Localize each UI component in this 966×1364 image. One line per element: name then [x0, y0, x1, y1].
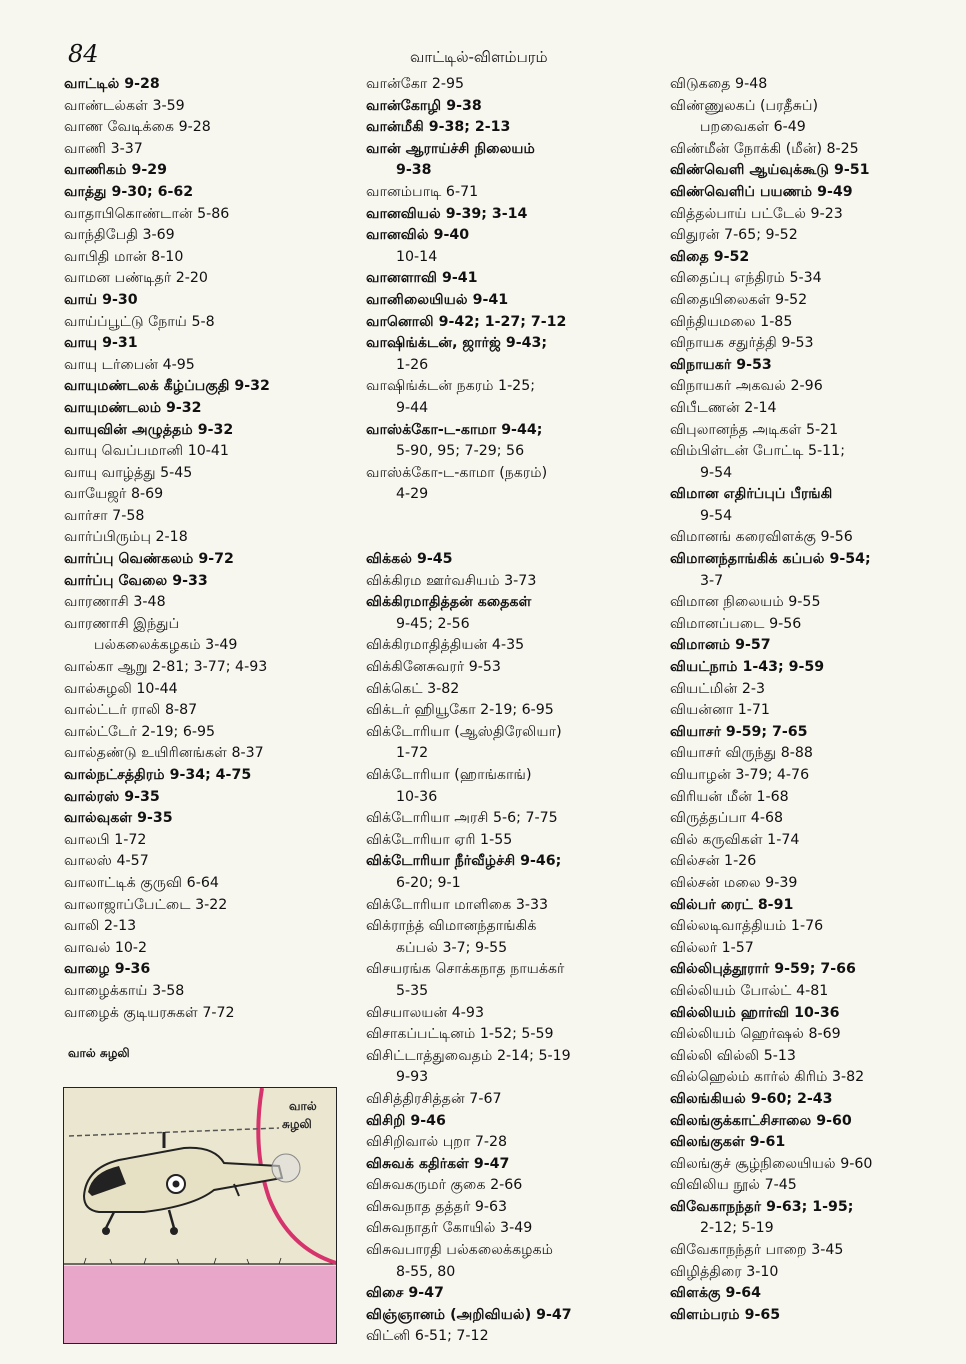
index-entry: வாரணாசி இந்துப் — [64, 615, 180, 632]
index-entry-continuation: 10-36 — [396, 788, 438, 805]
index-entry: வாயேஜர் 8-69 — [64, 486, 164, 503]
index-entry-continuation: 4-29 — [396, 486, 429, 503]
index-entry: வால்நட்சத்திரம் 9-34; 4-75 — [64, 767, 252, 783]
index-entry: வாலாட்டிக் குருவி 6-64 — [64, 874, 219, 891]
index-entry: விக்கினேசுவரர் 9-53 — [366, 659, 501, 676]
index-entry: வாலாஜாப்பேட்டை 3-22 — [64, 896, 228, 913]
index-entry: விசிறிவால் புறா 7-28 — [366, 1134, 508, 1151]
index-entry: விந்தியமலை 1-85 — [670, 313, 793, 330]
index-entry: வில்சன் 1-26 — [670, 853, 757, 870]
index-entry: வாயுமண்டலம் 9-32 — [64, 399, 202, 416]
index-entry-continuation: 5-90, 95; 7-29; 56 — [396, 443, 525, 460]
index-entry: விவேகாநந்தர் 9-63; 1-95; — [670, 1198, 854, 1215]
index-entry: வாத்து 9-30; 6-62 — [64, 183, 194, 200]
index-entry: விசுவபாரதி பல்கலைக்கழகம் — [366, 1242, 554, 1259]
index-entry: வியன்னா 1-71 — [670, 702, 770, 719]
index-entry: விசித்திரசித்தன் 7-67 — [366, 1090, 502, 1107]
index-entry: வாலி 2-13 — [64, 918, 137, 935]
index-entry: விசுவநாதர் கோயில் 3-49 — [366, 1220, 533, 1237]
index-entry: வால்ட்டர் ராலி 8-87 — [64, 702, 198, 719]
index-entry: வார்ப்பிரும்பு 2-18 — [64, 529, 188, 546]
index-entry: விசை 9-47 — [366, 1285, 444, 1302]
index-entry: வாலஸ் 4-57 — [64, 853, 149, 870]
index-column-2 — [366, 74, 664, 1348]
index-entry: வாயு டர்பைன் 4-95 — [64, 356, 195, 373]
index-entry: விக்கெட் 3-82 — [366, 680, 460, 697]
index-entry: விமானங் கரைவிளக்கு 9-56 — [670, 529, 853, 546]
index-entry: வாதாபிகொண்டான் 5-86 — [64, 205, 230, 222]
index-entry: வார்ப்பு வெண்கலம் 9-72 — [64, 551, 234, 568]
index-entry: விமானந்தாங்கிக் கப்பல் 9-54; — [670, 551, 871, 568]
index-entry: விண்மீன் நோக்கி (மீன்) 8-25 — [670, 140, 859, 157]
index-entry: வில்லியம் ஹார்வி 10-36 — [670, 1004, 840, 1021]
index-entry: விசாகப்பட்டினம் 1-52; 5-59 — [366, 1026, 554, 1043]
index-entry: விக்கிரமாதித்தன் கதைகள் — [366, 594, 532, 611]
index-entry: விழித்திரை 3-10 — [670, 1263, 779, 1280]
index-entry-continuation: 3-7 — [700, 572, 724, 589]
index-entry-continuation: 10-14 — [396, 248, 438, 265]
index-entry: விக்கல் 9-45 — [366, 551, 453, 568]
index-entry: விநாயக சதுர்த்தி 9-53 — [670, 335, 814, 352]
index-entry: விக்டர் ஹியூகோ 2-19; 6-95 — [366, 702, 554, 719]
index-entry-continuation: 8-55, 80 — [396, 1263, 456, 1280]
index-entry-continuation: 2-12; 5-19 — [700, 1220, 774, 1237]
index-entry: வானளாவி 9-41 — [366, 270, 478, 287]
index-entry: வாயு வெப்பமானி 10-41 — [64, 443, 229, 460]
index-entry: விமானப்படை 9-56 — [670, 615, 802, 632]
index-entry-continuation: 1-26 — [396, 356, 429, 373]
index-entry: வில்லடிவாத்தியம் 1-76 — [670, 918, 824, 935]
index-entry: வியட்மின் 2-3 — [670, 680, 766, 697]
index-entry-continuation: 9-38 — [396, 162, 432, 179]
index-entry: வாழைக் குடியரசுகள் 7-72 — [64, 1004, 235, 1021]
index-entry: வாண வேடிக்கை 9-28 — [64, 119, 211, 136]
index-entry-continuation: 5-35 — [396, 982, 429, 999]
index-entry: வாணி 3-37 — [64, 140, 143, 157]
index-entry: விமான நிலையம் 9-55 — [670, 594, 821, 611]
index-entry: வாபிதி மான் 8-10 — [64, 248, 184, 265]
index-entry: விக்டோரியா ஏரி 1-55 — [366, 831, 513, 848]
index-entry: வாஸ்க்கோ-ட-காமா (நகரம்) — [366, 464, 548, 481]
index-entry-continuation: 9-45; 2-56 — [396, 615, 470, 632]
index-entry: விவேகாநந்தர் பாறை 3-45 — [670, 1242, 844, 1259]
index-entry: விசயாலயன் 4-93 — [366, 1004, 484, 1021]
index-entry: வாஸ்க்கோ-ட-காமா 9-44; — [366, 421, 543, 438]
helicopter-drawing — [64, 1088, 336, 1343]
index-entry: வாலபி 1-72 — [64, 831, 147, 848]
index-entry: வானிலையியல் 9-41 — [366, 291, 509, 308]
index-entry: விதைப்பு எந்திரம் 5-34 — [670, 270, 822, 287]
index-entry: வியாசர் விருந்து 8-88 — [670, 745, 813, 762]
index-entry: வான்மீகி 9-38; 2-13 — [366, 119, 511, 136]
index-entry: விக்டோரியா (ஆஸ்திரேலியா) — [366, 723, 562, 740]
index-entry: வானவில் 9-40 — [366, 227, 470, 244]
index-entry: வாந்திபேதி 3-69 — [64, 227, 175, 244]
index-entry: விதையிலைகள் 9-52 — [670, 291, 808, 308]
index-entry: விவிலிய நூல் 7-45 — [670, 1177, 797, 1194]
inset-label-line1: வால் — [289, 1099, 317, 1113]
ground-band — [64, 1266, 336, 1343]
index-entry: வாயு 9-31 — [64, 335, 138, 352]
helicopter-illustration — [63, 1087, 337, 1344]
index-entry: வாணிகம் 9-29 — [64, 162, 168, 179]
index-entry: விக்டோரியா மாளிகை 3-33 — [366, 896, 549, 913]
index-entry: விட்னி 6-51; 7-12 — [366, 1328, 489, 1345]
index-entry: வாட்டில் 9-28 — [64, 76, 160, 92]
index-entry: வாரணாசி 3-48 — [64, 594, 166, 611]
index-entry: விக்டோரியா நீர்வீழ்ச்சி 9-46; — [366, 853, 562, 870]
index-entry: விசுவக் கதிர்கள் 9-47 — [366, 1155, 510, 1172]
index-entry: வாவல் 10-2 — [64, 939, 148, 956]
index-entry-continuation: பறவைகள் 6-49 — [700, 119, 806, 136]
index-entry: விக்டோரியா அரசி 5-6; 7-75 — [366, 810, 558, 827]
wheel-rear — [170, 1227, 178, 1235]
index-entry: விலங்குச் சூழ்நிலையியல் 9-60 — [670, 1155, 873, 1172]
index-entry: வானவியல் 9-39; 3-14 — [366, 205, 528, 222]
index-entry: வார்சா 7-58 — [64, 507, 145, 524]
index-entry: வாண்டல்கள் 3-59 — [64, 97, 185, 114]
index-entry: வில்லர் 1-57 — [670, 939, 754, 956]
index-entry: விபுலானந்த அடிகள் 5-21 — [670, 421, 839, 438]
index-entry: விண்ணுலகப் (பரதீசுப்) — [670, 97, 819, 114]
index-entry: விசிட்டாத்துவைதம் 2-14; 5-19 — [366, 1047, 571, 1064]
index-entry: விமானம் 9-57 — [670, 637, 771, 654]
index-entry: வில்லியம் ஹெர்ஷல் 8-69 — [670, 1026, 841, 1043]
landing-gear-front — [106, 1212, 114, 1228]
index-entry-continuation: 9-93 — [396, 1069, 429, 1086]
index-entry: விக்கிரமாதித்தியன் 4-35 — [366, 637, 525, 654]
index-entry: வியாசர் 9-59; 7-65 — [670, 723, 808, 740]
index-entry: வில்லியம் போல்ட் 4-81 — [670, 982, 829, 999]
index-entry: வாயுமண்டலக் கீழ்ப்பகுதி 9-32 — [64, 378, 270, 395]
index-entry: வில்லி வில்லி 5-13 — [670, 1047, 796, 1064]
index-entry: விநாயகர் 9-53 — [670, 356, 772, 373]
index-entry: வாய்ப்பூட்டு நோய் 5-8 — [64, 313, 215, 330]
index-entry: விநாயகர் அகவல் 2-96 — [670, 378, 823, 395]
index-entry: வாய் 9-30 — [64, 291, 138, 308]
index-entry: விலங்கியல் 9-60; 2-43 — [670, 1090, 833, 1107]
index-entry: விளக்கு 9-64 — [670, 1285, 761, 1302]
index-entry: வால்கா ஆறு 2-81; 3-77; 4-93 — [64, 659, 268, 676]
index-entry: விசிறி 9-46 — [366, 1112, 446, 1129]
figure-caption: வால் சுழலி — [68, 1046, 130, 1060]
index-entry: வில் கருவிகள் 1-74 — [670, 831, 800, 848]
index-entry: விளம்பரம் 9-65 — [670, 1306, 781, 1323]
index-entry: வால்ரஸ் 9-35 — [64, 788, 160, 805]
index-entry: வாமன பண்டிதர் 2-20 — [64, 270, 208, 287]
index-entry: வால்வுகள் 9-35 — [64, 810, 173, 827]
index-entry: வாஷிங்க்டன், ஜார்ஜ் 9-43; — [366, 335, 548, 352]
index-entry: வால்ட்டேர் 2-19; 6-95 — [64, 723, 216, 740]
index-entry: விம்பிள்டன் போட்டி 5-11; — [670, 443, 845, 460]
index-entry: விரியன் மீன் 1-68 — [670, 788, 789, 805]
index-entry-continuation: கப்பல் 3-7; 9-55 — [396, 939, 508, 956]
index-entry: வில்ஹெல்ம் கார்ல் கிரிம் 3-82 — [670, 1069, 865, 1086]
index-entry: வானொலி 9-42; 1-27; 7-12 — [366, 313, 567, 330]
landing-gear-rear — [169, 1210, 174, 1228]
index-entry: வான்கோழி 9-38 — [366, 97, 482, 114]
index-entry: வாழைக்காய் 3-58 — [64, 982, 185, 999]
index-entry: வில்லிபுத்தூரார் 9-59; 7-66 — [670, 961, 856, 978]
index-entry-continuation: 9-54 — [700, 464, 733, 481]
index-entry: வாயுவின் அழுத்தம் 9-32 — [64, 421, 234, 438]
index-entry: வால்சுழலி 10-44 — [64, 680, 178, 697]
index-entry: வில்சன் மலை 9-39 — [670, 874, 798, 891]
index-column-1 — [64, 74, 354, 1024]
index-entry: வாழை 9-36 — [64, 961, 151, 978]
index-entry: வாஷிங்க்டன் நகரம் 1-25; — [366, 378, 536, 395]
grass — [84, 1258, 281, 1264]
index-entry: விசுவநாத தத்தர் 9-63 — [366, 1198, 508, 1215]
inset-label-line2: சுழலி — [282, 1117, 312, 1131]
wheel-front — [102, 1227, 110, 1235]
index-entry: விதுரன் 7-65; 9-52 — [670, 227, 798, 244]
index-entry: வால்தண்டு உயிரினங்கள் 8-37 — [64, 745, 264, 762]
roundel-center — [173, 1181, 180, 1188]
index-entry: வித்தல்பாய் பட்டேல் 9-23 — [670, 205, 843, 222]
index-entry: வான்கோ 2-95 — [366, 76, 465, 92]
index-entry-continuation: 9-54 — [700, 507, 733, 524]
index-entry-continuation: பல்கலைக்கழகம் 3-49 — [94, 637, 238, 654]
index-entry: விடுகதை 9-48 — [670, 76, 768, 92]
index-entry: வாயு வாழ்த்து 5-45 — [64, 464, 193, 481]
page-number: 84 — [68, 40, 99, 68]
running-head: வாட்டில்-விளம்பரம் — [410, 48, 548, 66]
index-entry: வானம்பாடி 6-71 — [366, 183, 479, 200]
index-entry: விண்வெளிப் பயணம் 9-49 — [670, 183, 853, 200]
index-entry: வியாழன் 3-79; 4-76 — [670, 767, 810, 783]
index-entry: விதை 9-52 — [670, 248, 750, 265]
index-entry: விசயரங்க சொக்கநாத நாயக்கர் — [366, 961, 565, 978]
index-entry: விருத்தப்பா 4-68 — [670, 810, 784, 827]
index-entry: விலங்குகள் 9-61 — [670, 1134, 786, 1151]
index-entry: விக்கிரம ஊர்வசியம் 3-73 — [366, 572, 537, 589]
column-spacer — [366, 527, 664, 549]
index-entry: விலங்குக்காட்சிசாலை 9-60 — [670, 1112, 852, 1129]
index-entry: விண்வெளி ஆய்வுக்கூடு 9-51 — [670, 162, 870, 179]
index-entry: விக்ராந்த் விமானந்தாங்கிக் — [366, 918, 537, 935]
index-entry: விஞ்ஞானம் (அறிவியல்) 9-47 — [366, 1306, 572, 1323]
index-entry: வார்ப்பு வேலை 9-33 — [64, 572, 208, 589]
tail-rotor — [272, 1154, 300, 1182]
index-entry-continuation: 6-20; 9-1 — [396, 874, 461, 891]
index-entry: வியட்நாம் 1-43; 9-59 — [670, 659, 825, 676]
index-entry: விசுவகருமர் குகை 2-66 — [366, 1177, 523, 1194]
index-entry: வில்பர் ரைட் 8-91 — [670, 896, 794, 913]
index-entry: வான் ஆராய்ச்சி நிலையம் — [366, 140, 535, 157]
index-entry: விக்டோரியா (ஹாங்காங்) — [366, 767, 532, 783]
column-spacer — [366, 506, 664, 528]
index-entry-continuation: 9-44 — [396, 399, 429, 416]
main-rotor — [69, 1128, 279, 1136]
index-entry: விபீடணன் 2-14 — [670, 399, 777, 416]
index-entry: விமான எதிர்ப்புப் பீரங்கி — [670, 486, 833, 503]
index-column-3 — [670, 74, 962, 1326]
index-entry-continuation: 1-72 — [396, 745, 429, 762]
